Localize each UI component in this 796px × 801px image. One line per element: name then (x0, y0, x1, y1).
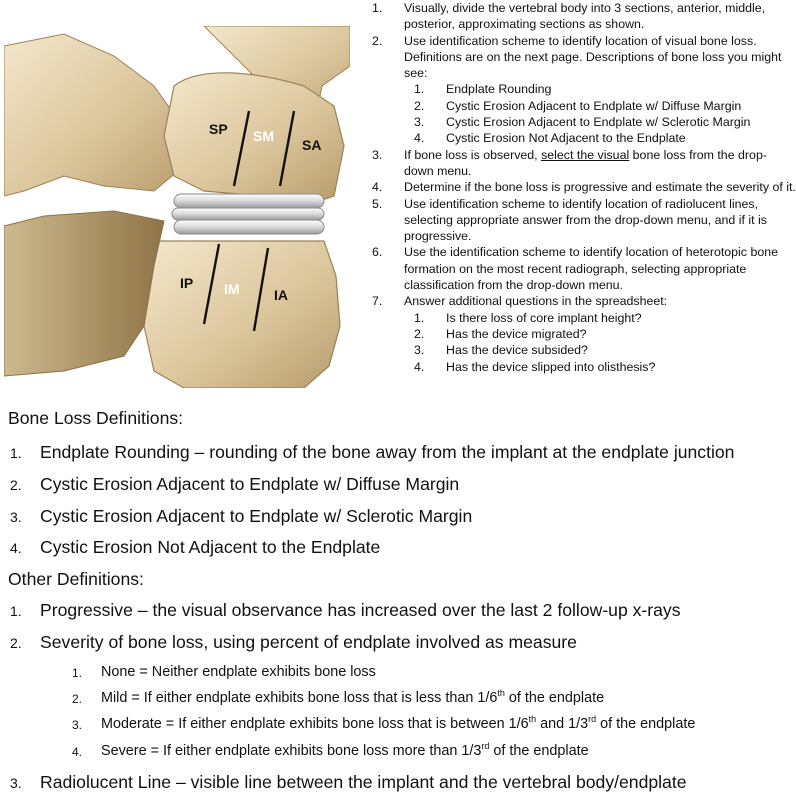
list-item: 4. Has the device slipped into olisthesis? (414, 359, 656, 374)
instruction-text: Visually, divide the vertebral body into 3 sections, anterior, middle, posterior, approximating sections as shown. (404, 1, 766, 32)
implant-core (172, 208, 324, 220)
instruction-step: 1. Visually, divide the vertebral body into 3 sections, anterior, middle, posterior, approximating sections as shown. (372, 1, 766, 32)
instruction-text: Use identification scheme to identify location of visual bone loss. Definitions are on the next page. Descriptions of bone loss you might see: (404, 33, 782, 81)
label-sm: SM (253, 128, 274, 144)
label-ia: IA (274, 287, 288, 303)
instruction-text: Use the identification scheme to identify location of heterotopic bone formation on the most recent radiograph, selecting appropriate classification from the drop-down menu. (404, 245, 779, 293)
implant-lower-plate (174, 220, 324, 234)
instruction-text: Answer additional questions in the spreadsheet: (404, 294, 668, 309)
additional-questions-list (404, 310, 796, 375)
underlined-text: select the visual (541, 147, 630, 162)
lower-vertebral-body (144, 241, 340, 388)
label-ip: IP (180, 275, 194, 291)
instruction-step: 2. Use identification scheme to identify location of visual bone loss. Definitions are on the next page. Descriptions of bone loss you might see: 1. Endplate Rounding 2. Cystic Erosion Adjacent to Endplate w/ Diffuse Margin 3. Cystic Erosion Adjacent to Endplate w/ Sclerotic Margin 4. Cystic Erosion Not Adjacent to the Endplate (360, 33, 796, 147)
instruction-step: 4. Determine if the bone loss is progressive and estimate the severity of it. (372, 180, 796, 195)
list-item: 3. Cystic Erosion Adjacent to Endplate w/ Sclerotic Margin (414, 115, 751, 130)
label-sp: SP (209, 121, 228, 137)
instruction-step: 7. Answer additional questions in the spreadsheet: 1. Is there loss of core implant height? 2. Has the device migrated? 3. Has the device subsided? 4. Has the device slipped into olisthesis? (360, 293, 796, 374)
bone-loss-types-list (404, 81, 796, 146)
label-sa: SA (302, 137, 322, 153)
instruction-text: Determine if the bone loss is progressive and estimate the severity of it. (404, 180, 796, 195)
list-item: 4. Cystic Erosion Not Adjacent to the Endplate (414, 131, 686, 146)
implant-upper-plate (174, 194, 324, 208)
instruction-step: 6. Use the identification scheme to identify location of heterotopic bone formation on the most recent radiograph, selecting appropriate classification from the drop-down menu. (372, 245, 779, 293)
instruction-step: 3. If bone loss is observed, select the visual bone loss from the drop-down menu. (372, 147, 767, 178)
vertebra-illustration (4, 26, 350, 388)
other-definitions-heading: Other Definitions: (8, 569, 144, 589)
bone-loss-heading: Bone Loss Definitions: (8, 408, 184, 428)
instruction-list (360, 0, 796, 375)
list-item: 1. Endplate Rounding (414, 82, 552, 97)
instruction-text: Use identification scheme to identify location of radiolucent lines, selecting appropriate answer from the drop-down menu, and if it is progressive. (404, 196, 767, 244)
instruction-text: If bone loss is observed, select the visual bone loss from the drop-down menu. (404, 147, 767, 178)
list-item: 2. Cystic Erosion Adjacent to Endplate w/ Diffuse Margin (414, 98, 742, 113)
instruction-step: 5. Use identification scheme to identify location of radiolucent lines, selecting appropriate answer from the drop-down menu, and if it is progressive. (372, 196, 767, 244)
list-item: 1. Is there loss of core implant height? (414, 310, 642, 325)
label-im: IM (224, 281, 240, 297)
list-item: 3. Has the device subsided? (414, 343, 588, 358)
list-item: 2. Has the device migrated? (414, 326, 587, 341)
